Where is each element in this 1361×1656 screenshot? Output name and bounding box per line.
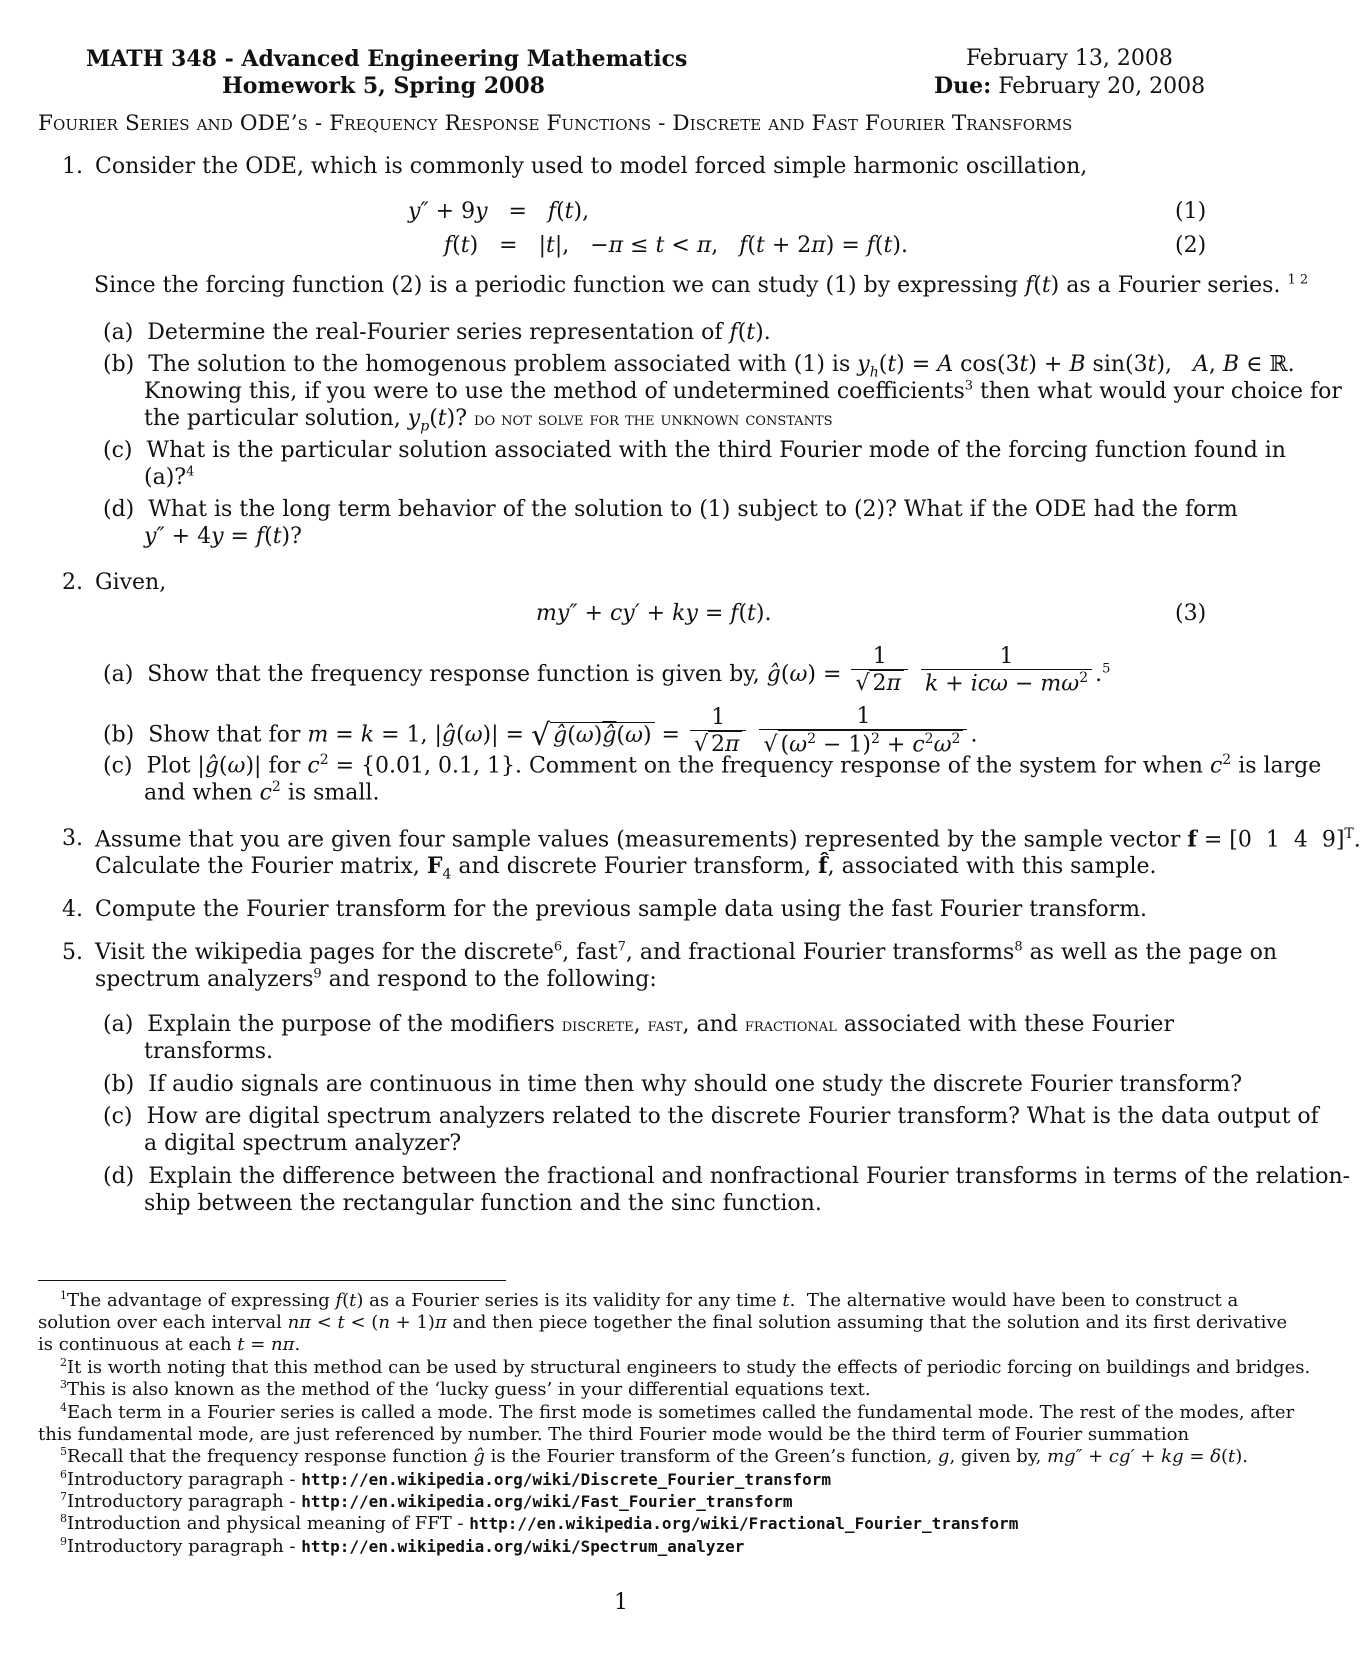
problem-1b-note: do not solve for the unknown constants bbox=[474, 408, 833, 430]
problem-1d-line1: (d) What is the long term behavior of the solution to (1) subject to (2)? What if the ODE had the form bbox=[103, 497, 1238, 522]
problem-1-since: Since the forcing function (2) is a periodic function we can study (1) by expressing f(t) as a Fourier series. $^{1 2}$ bbox=[94, 272, 1309, 298]
equation-1-tag: (1) bbox=[1175, 199, 1207, 224]
fn1-text-a: The advantage of expressing bbox=[67, 1290, 330, 1311]
problem-3-text1: Assume that you are given four sample values (measurements) represented by the sample vector bbox=[95, 827, 1181, 853]
modifier-fast: fast bbox=[647, 1014, 683, 1036]
problem-1a-text: Determine the real-Fourier series representation of bbox=[147, 320, 723, 345]
problem-2b: (b) Show that for m = k = 1, |ĝ(ω)| = √ $ĝ(\omega)\overline{ĝ}(\omega)$ = $\frac{1}{√ 2\pi}$ $\frac{1}{√ (\omega^2 - 1)^2 + c^2\omega^2}$ . bbox=[103, 704, 978, 758]
fn2-text: It is worth noting that this method can be used by structural engineers to study the effects of periodic forcing on buildings and bridges. bbox=[67, 1357, 1311, 1378]
problem-1b-line1: (b) The solution to the homogenous problem associated with (1) is $y_h(t) = A$ cos(3t) + B sin(3t), A, B ∈ ℝ. bbox=[103, 352, 1295, 381]
equation-2-tag: (2) bbox=[1175, 233, 1207, 258]
fn1-text-c: The alternative would have been to construct a bbox=[806, 1290, 1239, 1311]
problem-5a-text2: associated with these Fourier bbox=[843, 1012, 1174, 1037]
problem-2a: (a) Show that the frequency response function is given by, ĝ(ω) = $\frac{1}{√ 2\pi}$ $\frac{1}{k + ic\omega - m\omega^2}$ .$^5$ bbox=[103, 644, 1111, 697]
problem-5-text6: and respond to the following: bbox=[328, 967, 657, 992]
footnote-rule bbox=[38, 1280, 506, 1281]
fn4-text-a: Each term in a Fourier series is called a mode. The first mode is sometimes called the fundamental mode. The rest of the modes, after bbox=[67, 1402, 1295, 1423]
footnote-4-line1: $^4$Each term in a Fourier series is called a mode. The first mode is sometimes called the fundamental mode. The rest of the modes, after bbox=[60, 1401, 1295, 1423]
problem-1b-text4: the particular solution, bbox=[144, 406, 401, 431]
problem-5-text5: spectrum analyzers bbox=[95, 967, 314, 992]
footnote-9: $^9$Introductory paragraph - http://en.wikipedia.org/wiki/Spectrum_analyzer bbox=[60, 1535, 745, 1557]
page-number: 1 bbox=[614, 1590, 628, 1615]
problem-2c-text6: is small. bbox=[287, 780, 380, 806]
problem-1d-line2: y″ + 4y = f(t)? bbox=[144, 524, 302, 549]
due-label: Due: bbox=[934, 73, 992, 99]
link-spectrum-analyzer[interactable]: http://en.wikipedia.org/wiki/Spectrum_analyzer bbox=[301, 1537, 745, 1556]
problem-2c-text2: for bbox=[268, 753, 301, 779]
equation-3: my″ + cy′ + ky = f(t). bbox=[536, 601, 772, 626]
fn5-text-c: given by, bbox=[960, 1446, 1042, 1467]
problem-5c-text1: How are digital spectrum analyzers related to the discrete Fourier transform? What is the data output of bbox=[146, 1104, 1319, 1129]
problem-5-number: 5. bbox=[62, 940, 83, 965]
footnote-3: $^3$This is also known as the method of the ‘lucky guess’ in your differential equations text. bbox=[60, 1378, 871, 1400]
problem-3-text4: associated with this sample. bbox=[841, 854, 1157, 879]
problem-1b-text2: Knowing this, if you were to use the method of undetermined coefficients bbox=[144, 379, 965, 404]
fn3-text: This is also known as the method of the ‘lucky guess’ in your differential equations text. bbox=[67, 1379, 871, 1400]
modifier-discrete: discrete bbox=[561, 1014, 634, 1036]
link-discrete-fourier[interactable]: http://en.wikipedia.org/wiki/Discrete_Fourier_transform bbox=[301, 1470, 832, 1489]
link-fast-fourier[interactable]: http://en.wikipedia.org/wiki/Fast_Fourier_transform bbox=[301, 1492, 793, 1511]
footnote-1-line1: $^1$The advantage of expressing f(t) as a Fourier series is its validity for any time t. The alternative would have been to construct a bbox=[60, 1289, 1239, 1311]
fn7-label: Introductory paragraph - bbox=[67, 1491, 296, 1512]
since-end-text: as a Fourier series. bbox=[1066, 273, 1281, 298]
problem-3-line1: Assume that you are given four sample values (measurements) represented by the sample vector f = [0 1 4 9]$^T$. bbox=[95, 826, 1361, 853]
due-date: February 20, 2008 bbox=[998, 74, 1206, 99]
footnote-7: $^7$Introductory paragraph - http://en.wikipedia.org/wiki/Fast_Fourier_transform bbox=[60, 1490, 793, 1512]
footnote-6: $^6$Introductory paragraph - http://en.wikipedia.org/wiki/Discrete_Fourier_transform bbox=[60, 1468, 832, 1490]
equation-1: y″ + 9y = f(t), bbox=[408, 199, 590, 224]
problem-1-text: Consider the ODE, which is commonly used to model forced simple harmonic oscillation, bbox=[95, 154, 1088, 179]
problem-5-line1: Visit the wikipedia pages for the discrete$^6$, fast$^7$, and fractional Fourier transforms$^8$ as well as the page on bbox=[95, 939, 1278, 965]
problem-3-number: 3. bbox=[62, 826, 83, 851]
due-date-line bbox=[934, 73, 1205, 99]
footnote-5: $^5$Recall that the frequency response function ĝ is the Fourier transform of the Green’s function, g, given by, mg″ + cg′ + kg = δ(t). bbox=[60, 1445, 1248, 1467]
problem-1c-line1: (c) What is the particular solution associated with the third Fourier mode of the forcing function found in bbox=[103, 438, 1286, 463]
problem-5d-line1: (d) Explain the difference between the fractional and nonfractional Fourier transforms in terms of the relation- bbox=[103, 1164, 1351, 1189]
topics-line: Fourier Series and ODE’s - Frequency Response Functions - Discrete and Fast Fourier Transforms bbox=[38, 111, 1073, 136]
problem-1b-text3: then what would your choice for bbox=[980, 379, 1342, 404]
problem-1a: (a) Determine the real-Fourier series representation of f(t). bbox=[103, 320, 771, 345]
fn1-text-e: and then piece together the final solution assuming that the solution and its first derivative bbox=[452, 1312, 1288, 1333]
fn1-text-f: is continuous at each bbox=[38, 1334, 232, 1355]
problem-3-text2: Calculate the Fourier matrix, bbox=[95, 854, 420, 879]
problem-1-number: 1. bbox=[62, 154, 83, 179]
fn9-label: Introductory paragraph - bbox=[67, 1536, 296, 1557]
problem-2c-text5: and when bbox=[144, 780, 253, 806]
problem-5a-line1: (a) Explain the purpose of the modifiers discrete, fast, and fractional associated with these Fourier bbox=[103, 1012, 1174, 1037]
problem-3-text3: and discrete Fourier transform, bbox=[458, 854, 812, 879]
problem-5-text4: as well as the page on bbox=[1029, 940, 1278, 965]
footnote-1-line3: is continuous at each t = nπ. bbox=[38, 1334, 301, 1355]
problem-3-line2: Calculate the Fourier matrix, $F_4$ and discrete Fourier transform, f̂, associated with this sample. bbox=[95, 853, 1157, 883]
problem-1d-text1: What is the long term behavior of the solution to (1) subject to (2)? What if the ODE had the form bbox=[148, 497, 1238, 522]
footnote-4-line2: this fundamental mode, are just referenced by number. The third Fourier mode would be the third term of Fourier summation bbox=[38, 1424, 1190, 1445]
problem-5b-text: If audio signals are continuous in time then why should one study the discrete Fourier transform? bbox=[148, 1072, 1242, 1097]
problem-5d-text1: Explain the difference between the fractional and nonfractional Fourier transforms in terms of the relation- bbox=[148, 1164, 1351, 1189]
equation-3-tag: (3) bbox=[1175, 601, 1207, 626]
problem-1b-line2: Knowing this, if you were to use the method of undetermined coefficients$^3$ then what would your choice for bbox=[144, 378, 1342, 404]
modifier-fractional: fractional bbox=[744, 1014, 837, 1036]
problem-5-text2: fast bbox=[576, 940, 618, 965]
fn1-text-d: solution over each interval bbox=[38, 1312, 282, 1333]
problem-1c-text1: What is the particular solution associated with the third Fourier mode of the forcing function found in bbox=[146, 438, 1286, 463]
problem-5-text3: and fractional Fourier transforms bbox=[639, 940, 1015, 965]
problem-2c-text4: is large bbox=[1238, 753, 1322, 779]
course-title: MATH 348 - Advanced Engineering Mathematics bbox=[86, 46, 688, 72]
footnote-1-line2: solution over each interval nπ < t < (n + 1)π and then piece together the final solution assuming that the solution and its first derivative bbox=[38, 1312, 1288, 1333]
equation-2: f(t) = |t|, −π ≤ t < π, f(t + 2π) = f(t). bbox=[444, 233, 908, 258]
problem-2c-text1: Plot bbox=[146, 753, 191, 779]
problem-1b-line3: the particular solution, $y_p(t)$? do not solve for the unknown constants bbox=[144, 406, 833, 435]
footnote-2: $^2$It is worth noting that this method can be used by structural engineers to study the effects of periodic forcing on buildings and bridges. bbox=[60, 1356, 1311, 1378]
fn8-label: Introduction and physical meaning of FFT - bbox=[67, 1513, 464, 1534]
homework-title: Homework 5, Spring 2008 bbox=[222, 73, 545, 99]
problem-5-text1: Visit the wikipedia pages for the discrete bbox=[95, 940, 554, 965]
fn6-label: Introductory paragraph - bbox=[67, 1469, 296, 1490]
problem-5-line2: spectrum analyzers$^9$ and respond to the following: bbox=[95, 966, 657, 992]
problem-5a-line2: transforms. bbox=[144, 1039, 273, 1064]
problem-2c-line2: and when $c^2$ is small. bbox=[144, 779, 380, 806]
problem-5c-line1: (c) How are digital spectrum analyzers related to the discrete Fourier transform? What is the data output of bbox=[103, 1104, 1319, 1129]
fn5-text-b: is the Fourier transform of the Green’s function, bbox=[490, 1446, 933, 1467]
problem-1c-line2: (a)?$^4$ bbox=[144, 464, 195, 490]
link-fractional-fourier[interactable]: http://en.wikipedia.org/wiki/Fractional_Fourier_transform bbox=[469, 1514, 1019, 1533]
problem-2c-line1: (c) Plot |ĝ(ω)| for $c^2 = \{0.01$, 0.1, 1}. Comment on the frequency response of the system for when $c^2$ is large bbox=[103, 752, 1322, 779]
problem-5a-text1: Explain the purpose of the modifiers bbox=[147, 1012, 555, 1037]
problem-2b-text: Show that for bbox=[148, 722, 301, 748]
problem-2-given: Given, bbox=[95, 570, 167, 595]
problem-5a-and: and bbox=[696, 1012, 738, 1037]
fn1-text-b: as a Fourier series is its validity for any time bbox=[369, 1290, 777, 1311]
fn5-text-a: Recall that the frequency response function bbox=[67, 1446, 468, 1467]
footnote-8: $^8$Introduction and physical meaning of FFT - http://en.wikipedia.org/wiki/Fractional_Fourier_transform bbox=[60, 1512, 1019, 1534]
problem-5c-line2: a digital spectrum analyzer? bbox=[144, 1131, 462, 1156]
since-text: Since the forcing function (2) is a periodic function we can study (1) by expressing bbox=[94, 273, 1019, 298]
problem-5d-line2: ship between the rectangular function and the sinc function. bbox=[144, 1191, 822, 1216]
problem-2-number: 2. bbox=[62, 570, 83, 595]
problem-4-number: 4. bbox=[62, 897, 83, 922]
problem-1c-text2: (a)? bbox=[144, 465, 187, 490]
issue-date: February 13, 2008 bbox=[966, 46, 1173, 71]
problem-5b: (b) If audio signals are continuous in time then why should one study the discrete Fourier transform? bbox=[103, 1072, 1242, 1097]
problem-4-text: Compute the Fourier transform for the previous sample data using the fast Fourier transform. bbox=[95, 897, 1147, 922]
problem-1b-text1: The solution to the homogenous problem associated with (1) is bbox=[148, 352, 851, 377]
problem-2c-text3: Comment on the frequency response of the system for when bbox=[528, 753, 1203, 779]
problem-2a-text: Show that the frequency response function is given by, bbox=[147, 662, 760, 688]
